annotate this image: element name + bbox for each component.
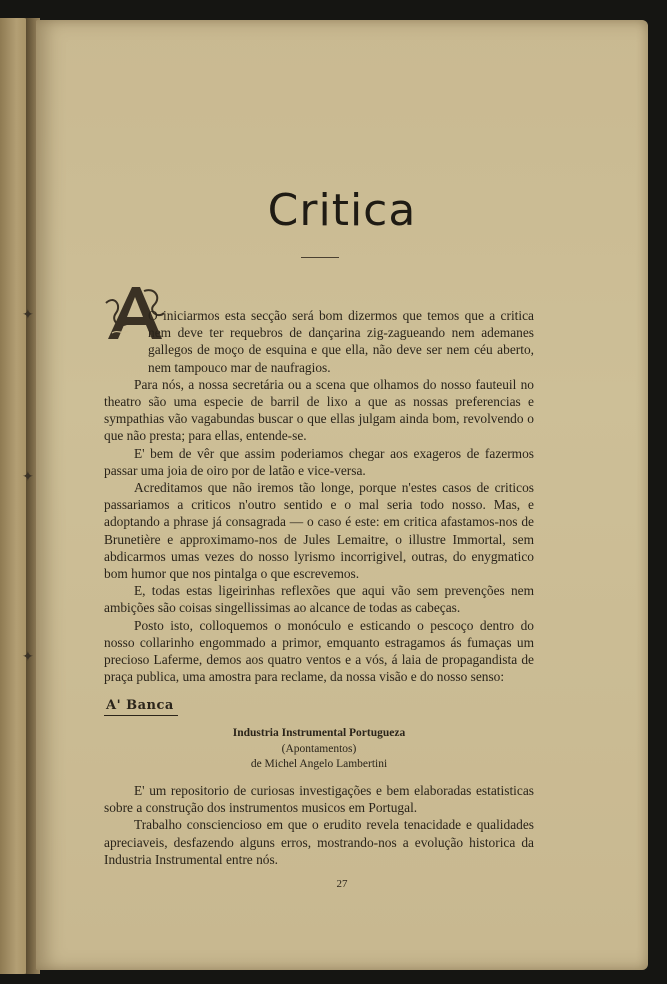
book-author: de Michel Angelo Lambertini bbox=[250, 758, 388, 770]
margin-mark-icon: ✦ bbox=[22, 649, 34, 665]
review-text bbox=[104, 782, 534, 868]
paragraph: O iniciarmos esta secção será bom dizermos que temos que a critica nem deve ter requebros de dançarina zig-zagueando nem ademanes gallegos de moço de esquina e que ella, não deve ser nem céu aberto, nem tampouco mar de naufragios. bbox=[148, 308, 534, 375]
title-divider bbox=[301, 257, 339, 258]
paragraph: E, todas estas ligeirinhas reflexões que aqui vão sem prevenções nem ambições são coisas singellissimas ao alcance de todas as cabeças. bbox=[104, 583, 534, 616]
page bbox=[22, 20, 648, 970]
paragraph: Para nós, a nossa secretária ou a scena que olhamos do nosso fauteuil no theatro são uma especie de barril de lixo a que as nossas preferencias e sympathias vão vagabundas buscar o que ellas julgam ainda bom, revolvendo o que não presta; para ellas, entende-se. bbox=[104, 376, 534, 444]
paragraph: Posto isto, colloquemos o monóculo e esticando o pescoço dentro do nosso collarinho engommado a primor, emquanto estragamos ás fumaças um precioso Laferme, demos aos quatro ventos e a vós, á laia de propagandista de praça publica, uma amostra para reclame, da nossa visão e do nosso senso: bbox=[104, 617, 534, 685]
intro-text bbox=[104, 307, 534, 685]
section-heading: A' Banca bbox=[104, 698, 178, 716]
margin-mark-icon: ✦ bbox=[22, 469, 34, 485]
book-reference bbox=[104, 726, 534, 773]
book-subtitle: (Apontamentos) bbox=[281, 742, 357, 755]
page-number: 27 bbox=[336, 878, 348, 890]
page-title: Critica bbox=[267, 185, 417, 236]
paragraph: Trabalho consciencioso em que o erudito revela tenacidade e qualidades apreciaveis, desfazendo alguns erros, mostrando-nos a evolução historica da Industria Instrumental entre nós. bbox=[104, 817, 534, 867]
margin-mark-icon: ✦ bbox=[22, 307, 34, 323]
book-title: Industria Instrumental Portugueza bbox=[232, 727, 406, 739]
paragraph: E' um repositorio de curiosas investigações e bem elaboradas estatisticas sobre a construção dos instrumentos musicos em Portugal. bbox=[104, 783, 534, 816]
paragraph: Acreditamos que não iremos tão longe, porque n'estes casos de criticos passariamos a criticos n'outro sentido e o mal seria todo nosso. Mas, e adoptando a phrase já consagrada — o caso é este: em critica afastamos-nos de Brunetière e approximamo-nos de Jules Lemaitre, o illustre Immortal, sem abdicarmos umas vezes do nosso lyrismo incorrigivel, outras, do enygmatico bom humor que nos pintalga o que escrevemos. bbox=[104, 480, 534, 582]
paragraph: E' bem de vêr que assim poderiamos chegar aos exageros de fazermos passar uma joia de oiro por de latão e vice-versa. bbox=[104, 445, 534, 478]
